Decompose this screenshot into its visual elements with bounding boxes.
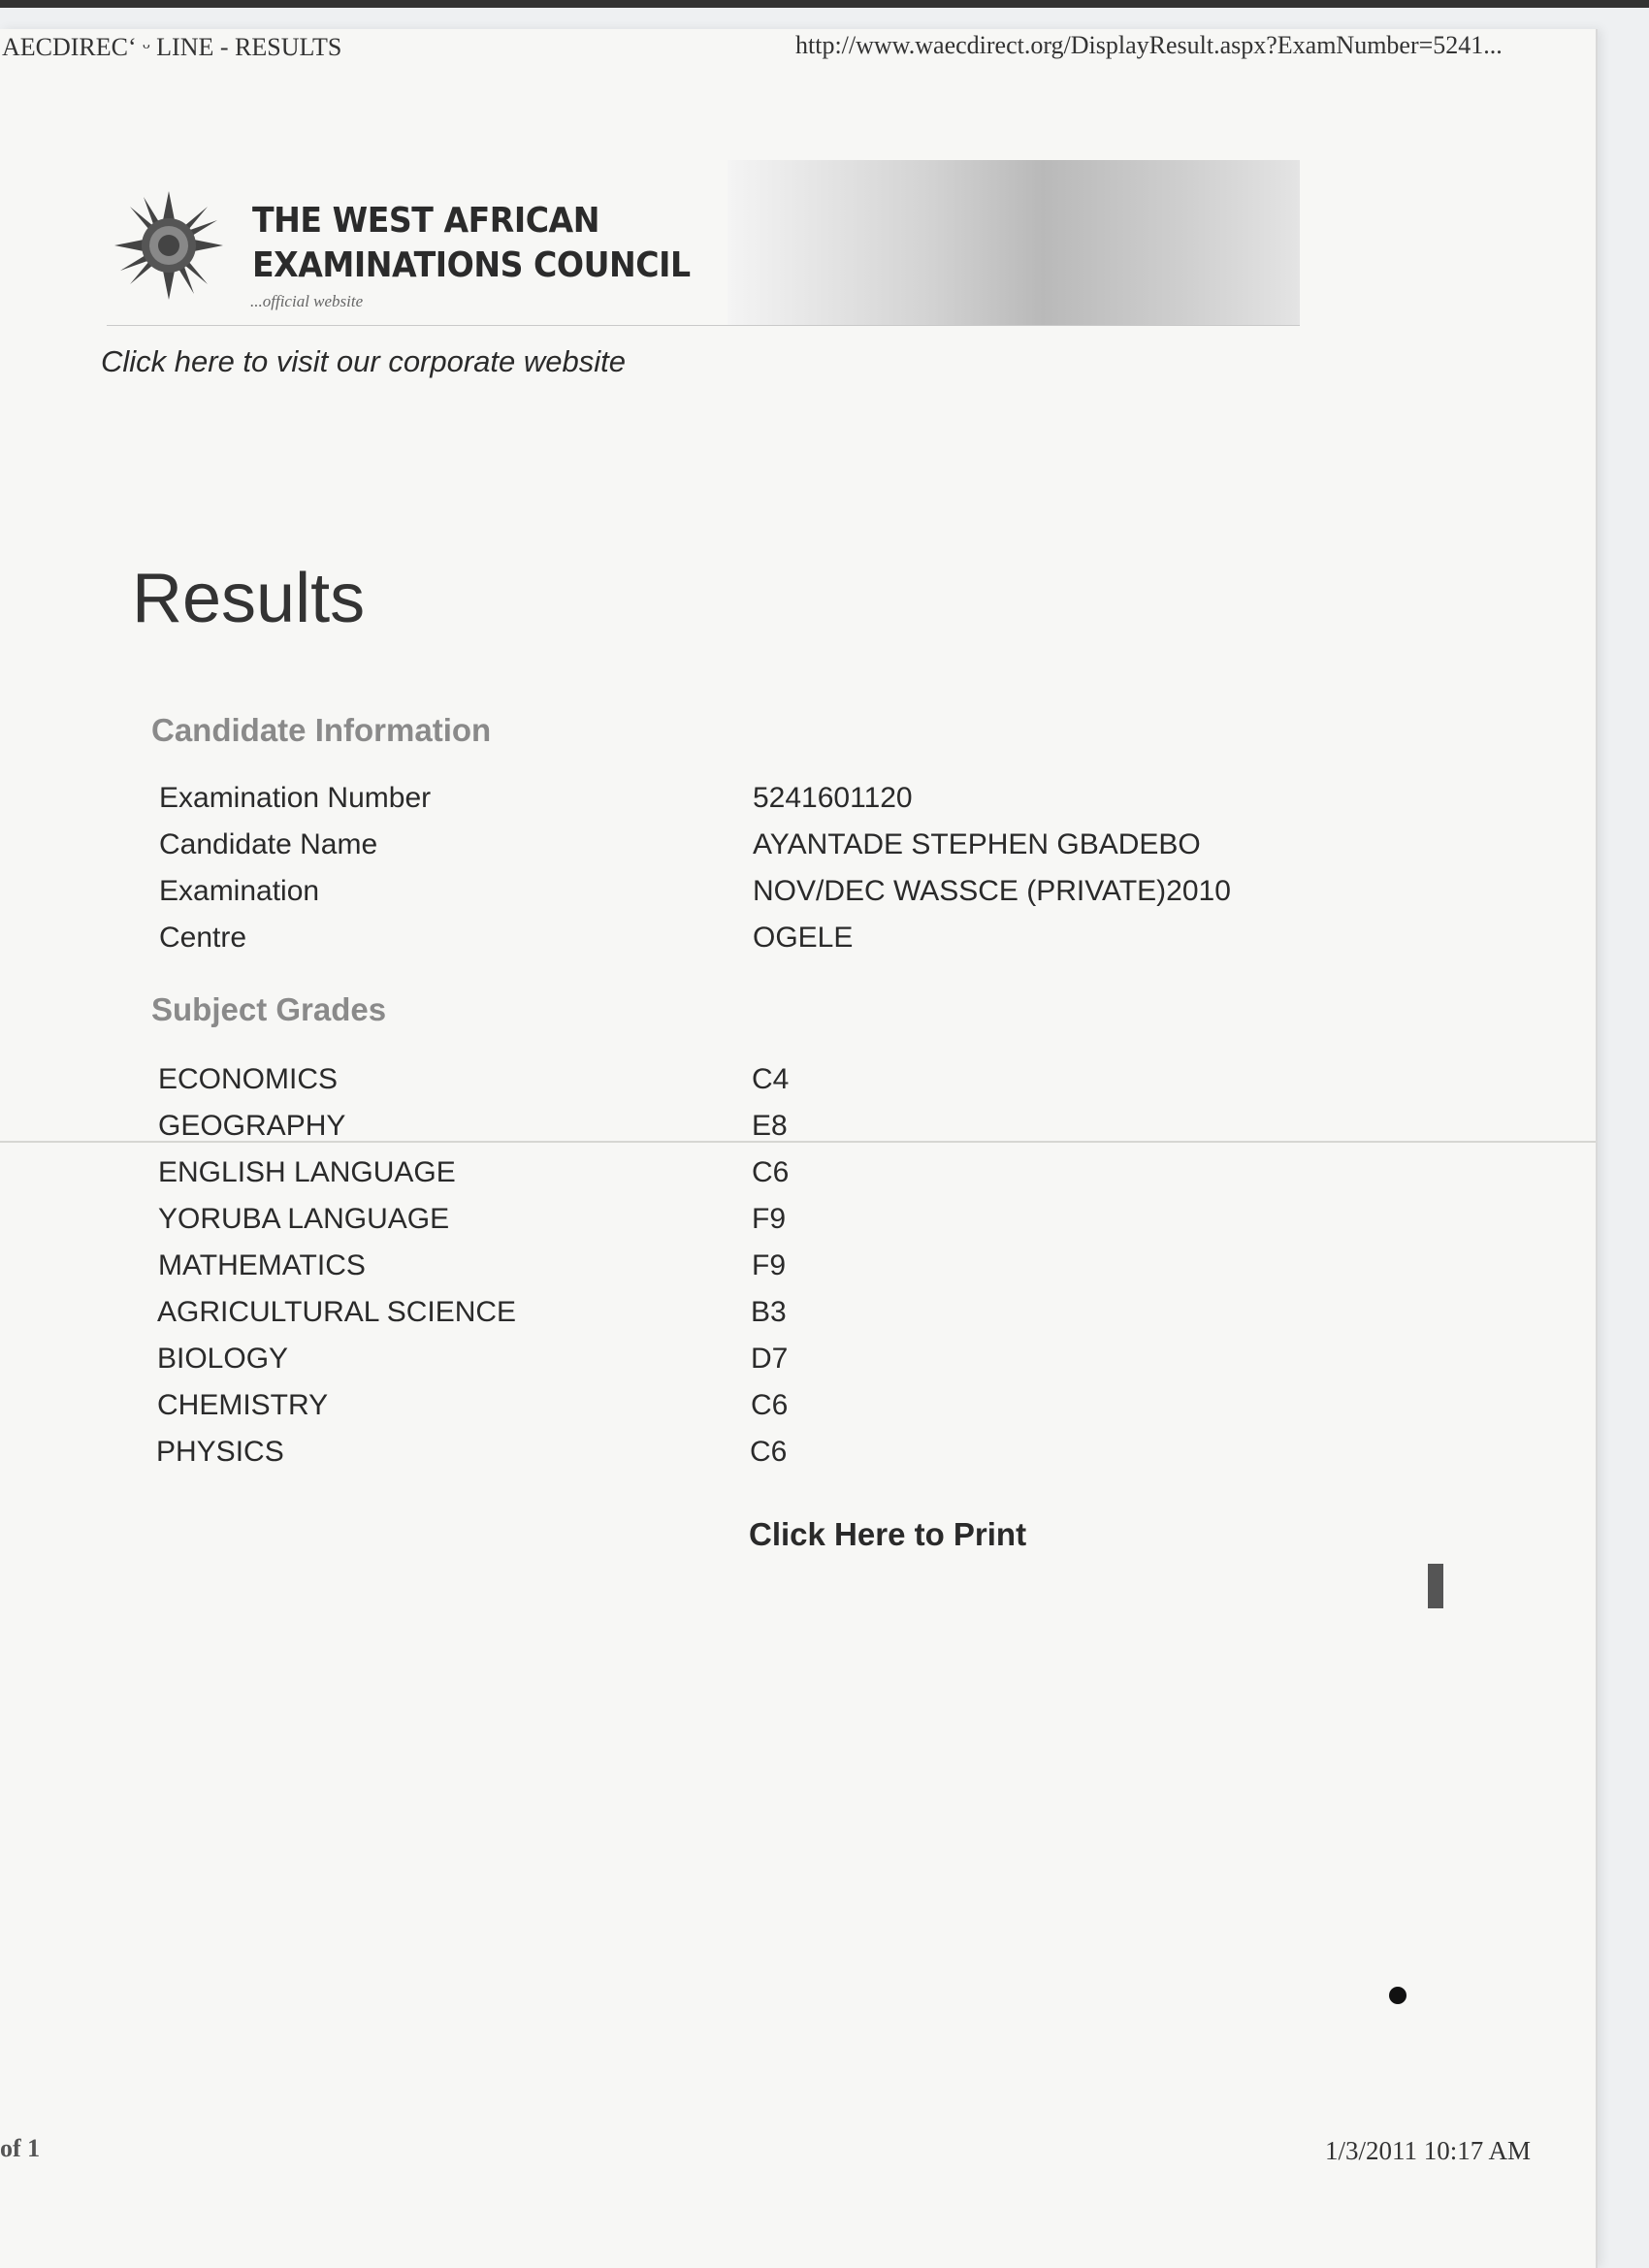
subject-grade: D7 xyxy=(751,1343,789,1375)
subject-grade: B3 xyxy=(751,1296,787,1328)
print-button[interactable]: Click Here to Print xyxy=(749,1516,1027,1552)
banner-photo xyxy=(728,160,1300,325)
subject-grade: C6 xyxy=(752,1156,790,1188)
info-label: Examination xyxy=(159,875,320,907)
candidate-information-heading: Candidate Information xyxy=(151,712,492,748)
waec-seal-icon xyxy=(114,191,223,300)
info-value: NOV/DEC WASSCE (PRIVATE)2010 xyxy=(753,875,1231,907)
scan-edge xyxy=(0,0,1649,8)
subject-grade: C4 xyxy=(752,1063,790,1095)
print-page-title: AECDIRECʻ ᵕ LINE - RESULTS xyxy=(2,33,342,61)
info-label: Examination Number xyxy=(159,782,432,814)
subject-name: BIOLOGY xyxy=(157,1343,289,1375)
subject-grades-heading: Subject Grades xyxy=(151,991,387,1027)
print-page-count: of 1 xyxy=(0,2134,41,2162)
subject-name: CHEMISTRY xyxy=(157,1389,329,1421)
info-label: Candidate Name xyxy=(159,828,378,860)
subject-name: PHYSICS xyxy=(156,1436,284,1468)
info-value: 5241601120 xyxy=(753,782,913,814)
subject-name: AGRICULTURAL SCIENCE xyxy=(157,1296,517,1328)
organization-name xyxy=(252,199,691,288)
subject-name: ECONOMICS xyxy=(158,1063,339,1095)
print-page-url: http://www.waecdirect.org/DisplayResult.aspx?ExamNumber=5241... xyxy=(795,31,1503,59)
subject-grade: F9 xyxy=(752,1249,787,1281)
subject-name: GEOGRAPHY xyxy=(158,1110,346,1142)
info-label: Centre xyxy=(159,922,247,954)
subject-grade: C6 xyxy=(751,1389,789,1421)
site-banner[interactable] xyxy=(107,160,1300,326)
organization-name-line1: THE WEST AFRICAN xyxy=(252,201,599,241)
subject-name: ENGLISH LANGUAGE xyxy=(158,1156,456,1188)
subject-name: YORUBA LANGUAGE xyxy=(158,1203,450,1235)
browser-print-header xyxy=(0,29,1649,68)
info-value: OGELE xyxy=(753,922,854,954)
organization-name-line2: EXAMINATIONS COUNCIL xyxy=(252,245,691,285)
subject-grade: F9 xyxy=(752,1203,787,1235)
info-value: AYANTADE STEPHEN GBADEBO xyxy=(753,828,1201,860)
subject-grade: E8 xyxy=(752,1110,788,1142)
subject-grade: C6 xyxy=(750,1436,788,1468)
site-tagline: ...official website xyxy=(250,292,364,310)
subject-name: MATHEMATICS xyxy=(158,1249,366,1281)
print-timestamp: 1/3/2011 10:17 AM xyxy=(1325,2136,1532,2165)
scan-dot xyxy=(1389,1987,1406,2004)
scan-mark xyxy=(1428,1564,1443,1608)
page-title: Results xyxy=(132,560,366,637)
corporate-website-link[interactable]: Click here to visit our corporate website xyxy=(101,344,627,378)
